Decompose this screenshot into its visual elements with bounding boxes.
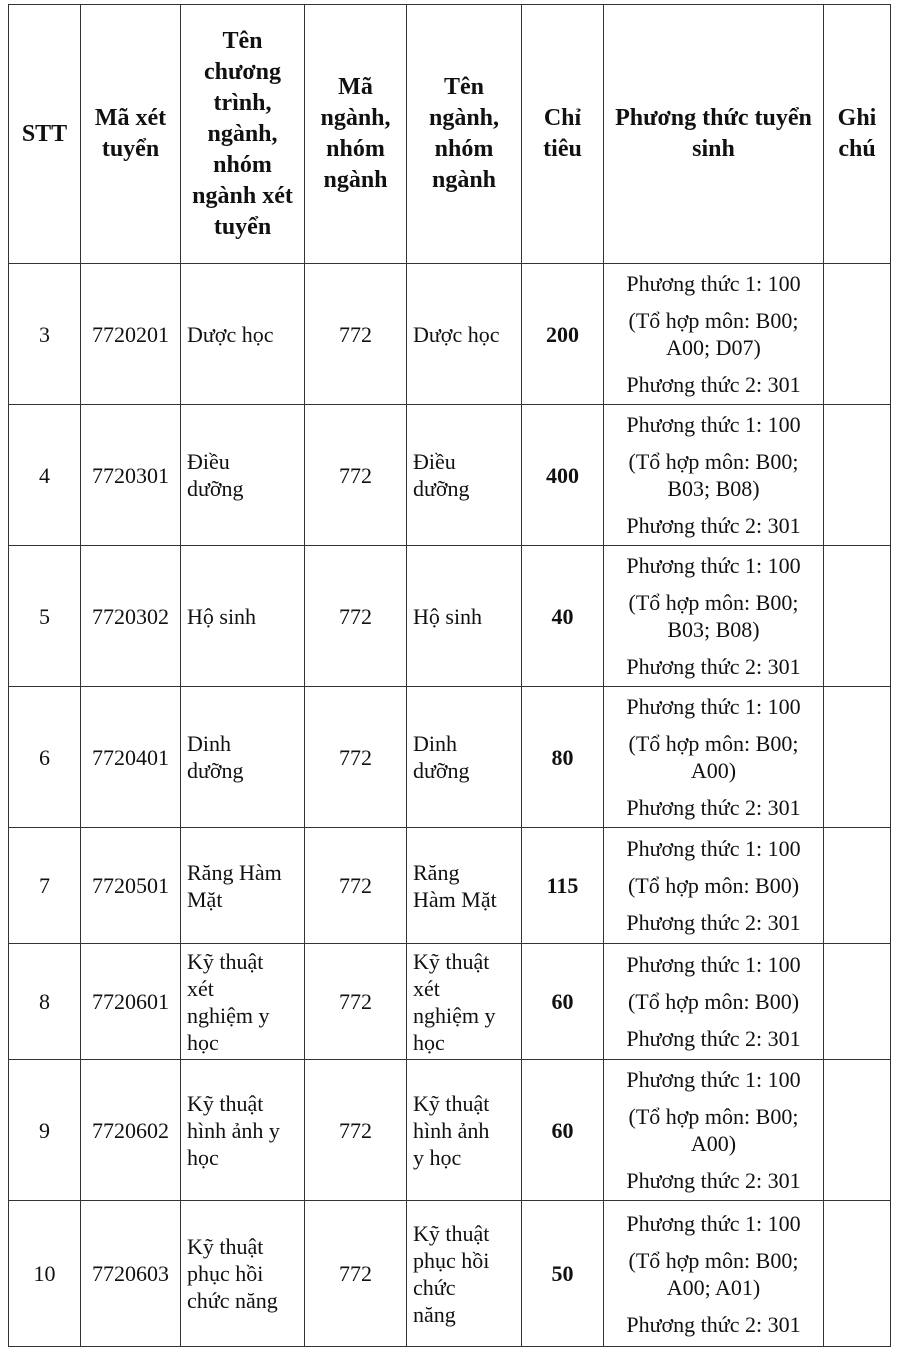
method-2-line: Phương thức 2: 301 (626, 1168, 801, 1193)
method-1-line: Phương thức 1: 100 (626, 1067, 801, 1092)
method-1-line: Phương thức 1: 100 (626, 553, 801, 578)
combo-line: (Tổ hợp môn: B00; A00; A01) (628, 1247, 799, 1300)
cell-ma-xet-tuyen: 7720201 (81, 264, 181, 405)
cell-ten-nganh: Điều dưỡng (407, 405, 522, 546)
cell-stt: 3 (9, 264, 81, 405)
cell-phuong-thuc (604, 546, 824, 687)
cell-ten-chuong-trinh: Kỹ thuật hình ảnh y học (181, 1060, 305, 1201)
cell-ten-nganh: Kỹ thuật xét nghiệm y học (407, 944, 522, 1060)
header-ten-chuong-trinh: Tên chương trình, ngành, nhóm ngành xét tuyển (181, 5, 305, 264)
cell-ten-nganh: Kỹ thuật hình ảnh y học (407, 1060, 522, 1201)
cell-phuong-thuc (604, 828, 824, 944)
cell-phuong-thuc (604, 687, 824, 828)
cell-ma-nganh: 772 (305, 687, 407, 828)
cell-ghi-chu (824, 944, 891, 1060)
header-ma-xet-tuyen: Mã xét tuyển (81, 5, 181, 264)
cell-ghi-chu (824, 1060, 891, 1201)
cell-ten-chuong-trinh: Điều dưỡng (181, 405, 305, 546)
header-chi-tieu: Chỉ tiêu (522, 5, 604, 264)
cell-ma-nganh: 772 (305, 1201, 407, 1347)
method-2-line: Phương thức 2: 301 (626, 1311, 801, 1337)
cell-stt: 8 (9, 944, 81, 1060)
cell-ten-nganh: Răng Hàm Mặt (407, 828, 522, 944)
cell-stt: 5 (9, 546, 81, 687)
cell-chi-tieu: 50 (522, 1201, 604, 1347)
cell-ma-nganh: 772 (305, 1060, 407, 1201)
method-2-line: Phương thức 2: 301 (626, 513, 801, 538)
cell-ma-nganh: 772 (305, 546, 407, 687)
cell-stt: 6 (9, 687, 81, 828)
cell-ten-nganh: Kỹ thuật phục hồi chức năng (407, 1201, 522, 1347)
cell-ten-chuong-trinh: Dinh dưỡng (181, 687, 305, 828)
combo-line: (Tổ hợp môn: B00; B03; B08) (628, 590, 799, 642)
method-1-line: Phương thức 1: 100 (626, 836, 801, 861)
cell-ten-chuong-trinh: Dược học (181, 264, 305, 405)
cell-ten-nganh: Dược học (407, 264, 522, 405)
cell-ghi-chu (824, 828, 891, 944)
cell-phuong-thuc (604, 1060, 824, 1201)
combo-line: (Tổ hợp môn: B00; B03; B08) (628, 449, 799, 501)
method-2-line: Phương thức 2: 301 (626, 372, 801, 397)
cell-chi-tieu: 200 (522, 264, 604, 405)
table-row (9, 405, 891, 546)
cell-ten-chuong-trinh: Kỹ thuật phục hồi chức năng (181, 1201, 305, 1347)
cell-ma-xet-tuyen: 7720302 (81, 546, 181, 687)
method-1-line: Phương thức 1: 100 (626, 952, 801, 977)
method-2-line: Phương thức 2: 301 (626, 1026, 801, 1051)
cell-ten-chuong-trinh: Hộ sinh (181, 546, 305, 687)
cell-ma-nganh: 772 (305, 264, 407, 405)
cell-phuong-thuc (604, 264, 824, 405)
table-row (9, 546, 891, 687)
table-row (9, 828, 891, 944)
combo-line: (Tổ hợp môn: B00; A00) (628, 1104, 799, 1156)
method-1-line: Phương thức 1: 100 (626, 1210, 801, 1236)
cell-phuong-thuc (604, 1201, 824, 1347)
table-row (9, 944, 891, 1060)
table-row (9, 1060, 891, 1201)
cell-ghi-chu (824, 546, 891, 687)
cell-ma-xet-tuyen: 7720501 (81, 828, 181, 944)
header-stt: STT (9, 5, 81, 264)
cell-ten-chuong-trinh: Răng Hàm Mặt (181, 828, 305, 944)
cell-phuong-thuc (604, 944, 824, 1060)
table-row (9, 1201, 891, 1347)
combo-line: (Tổ hợp môn: B00; A00; D07) (628, 308, 799, 360)
cell-chi-tieu: 400 (522, 405, 604, 546)
header-row (9, 5, 891, 264)
cell-ma-nganh: 772 (305, 828, 407, 944)
table-row (9, 687, 891, 828)
combo-line: (Tổ hợp môn: B00) (627, 989, 800, 1014)
header-ten-nganh: Tên ngành, nhóm ngành (407, 5, 522, 264)
cell-chi-tieu: 80 (522, 687, 604, 828)
cell-ma-xet-tuyen: 7720603 (81, 1201, 181, 1347)
cell-ma-nganh: 772 (305, 944, 407, 1060)
method-1-line: Phương thức 1: 100 (626, 271, 801, 296)
cell-ghi-chu (824, 687, 891, 828)
cell-ma-nganh: 772 (305, 405, 407, 546)
cell-chi-tieu: 40 (522, 546, 604, 687)
cell-ten-nganh: Hộ sinh (407, 546, 522, 687)
cell-ma-xet-tuyen: 7720602 (81, 1060, 181, 1201)
cell-ghi-chu (824, 405, 891, 546)
combo-line: (Tổ hợp môn: B00) (627, 873, 800, 898)
method-1-line: Phương thức 1: 100 (626, 694, 801, 719)
method-2-line: Phương thức 2: 301 (626, 795, 801, 820)
cell-chi-tieu: 60 (522, 944, 604, 1060)
cell-ma-xet-tuyen: 7720601 (81, 944, 181, 1060)
method-2-line: Phương thức 2: 301 (626, 654, 801, 679)
header-ma-nganh: Mã ngành, nhóm ngành (305, 5, 407, 264)
cell-ma-xet-tuyen: 7720401 (81, 687, 181, 828)
method-1-line: Phương thức 1: 100 (626, 412, 801, 437)
table-row (9, 264, 891, 405)
cell-stt: 10 (9, 1201, 81, 1347)
admissions-table (8, 4, 891, 1347)
header-phuong-thuc: Phương thức tuyển sinh (604, 5, 824, 264)
combo-line: (Tổ hợp môn: B00; A00) (628, 731, 799, 783)
cell-chi-tieu: 115 (522, 828, 604, 944)
cell-ma-xet-tuyen: 7720301 (81, 405, 181, 546)
cell-ten-chuong-trinh: Kỹ thuật xét nghiệm y học (181, 944, 305, 1060)
header-ghi-chu: Ghi chú (824, 5, 891, 264)
cell-chi-tieu: 60 (522, 1060, 604, 1201)
cell-stt: 4 (9, 405, 81, 546)
method-2-line: Phương thức 2: 301 (626, 910, 801, 935)
cell-stt: 9 (9, 1060, 81, 1201)
table-body (9, 264, 891, 1347)
cell-ghi-chu (824, 264, 891, 405)
cell-stt: 7 (9, 828, 81, 944)
cell-ten-nganh: Dinh dưỡng (407, 687, 522, 828)
cell-ghi-chu (824, 1201, 891, 1347)
cell-phuong-thuc (604, 405, 824, 546)
